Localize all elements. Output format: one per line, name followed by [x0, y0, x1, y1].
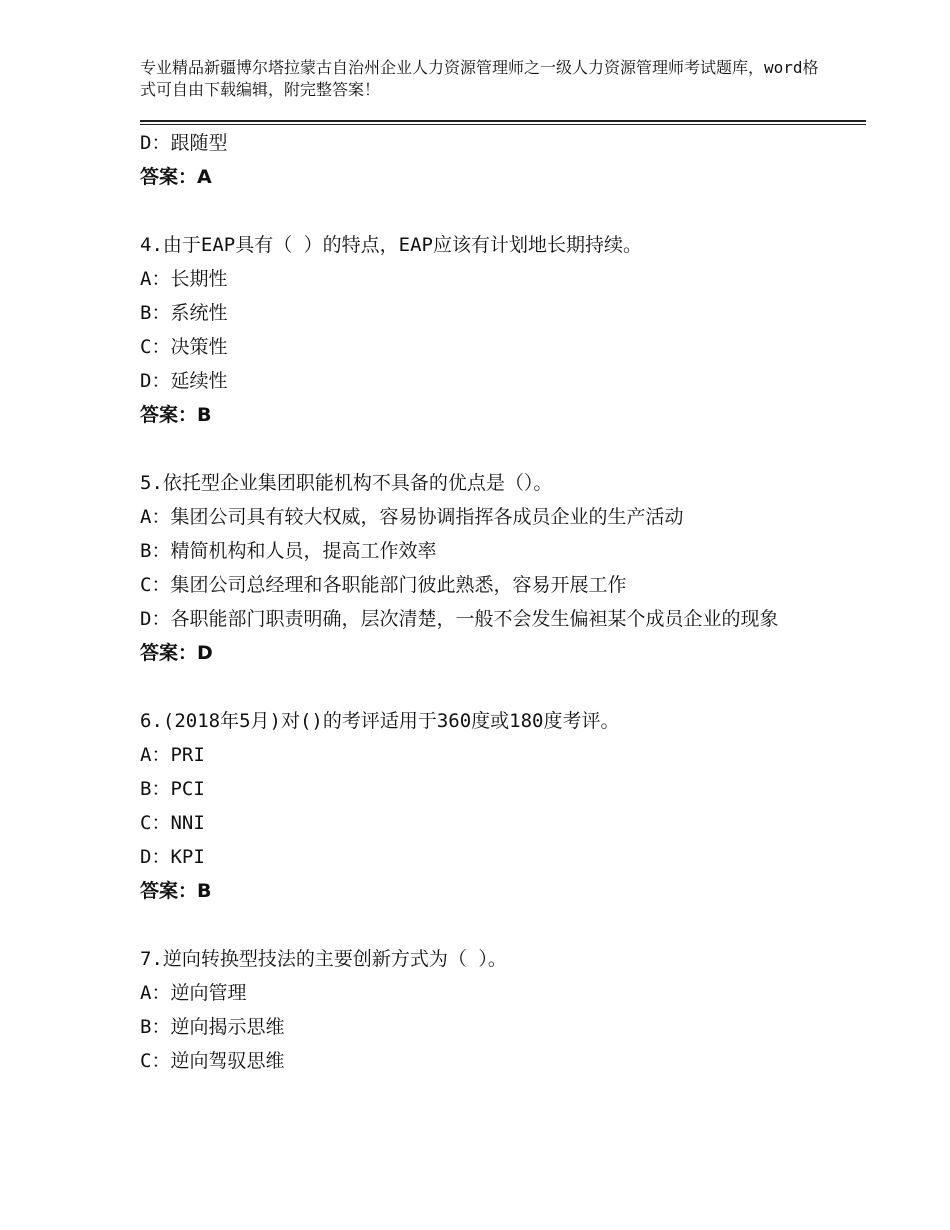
question-stem: 7.逆向转换型技法的主要创新方式为（ ）。	[140, 948, 507, 970]
question-block-5	[140, 466, 820, 670]
option-c: C：逆向驾驭思维	[140, 1050, 285, 1072]
question-block-4	[140, 228, 820, 432]
option-b: B：PCI	[140, 778, 205, 800]
answer-label: 答案：B	[140, 404, 212, 426]
document-header: 专业精品新疆博尔塔拉蒙古自治州企业人力资源管理师之一级人力资源管理师考试题库，word格式可自由下载编辑，附完整答案！	[140, 58, 819, 99]
option-d: D：各职能部门职责明确，层次清楚，一般不会发生偏袒某个成员企业的现象	[140, 608, 779, 630]
option-a: A：PRI	[140, 744, 205, 766]
option-a: A：集团公司具有较大权威，容易协调指挥各成员企业的生产活动	[140, 506, 684, 528]
question-block-7	[140, 942, 820, 1078]
spacer	[140, 432, 820, 466]
option-b: B：系统性	[140, 302, 228, 324]
question-content	[140, 126, 820, 1078]
header-divider-thick	[140, 120, 866, 122]
option-d: D：跟随型	[140, 132, 228, 154]
option-c: C：决策性	[140, 336, 228, 358]
question-block-6	[140, 704, 820, 908]
option-a: A：逆向管理	[140, 982, 247, 1004]
spacer	[140, 908, 820, 942]
option-a: A：长期性	[140, 268, 228, 290]
header-divider-thin	[140, 124, 866, 125]
answer-label: 答案：D	[140, 642, 213, 664]
question-stem: 5.依托型企业集团职能机构不具备的优点是（）。	[140, 472, 553, 494]
option-d: D：KPI	[140, 846, 205, 868]
spacer	[140, 670, 820, 704]
answer-label: 答案：B	[140, 880, 212, 902]
option-d: D：延续性	[140, 370, 228, 392]
option-c: C：NNI	[140, 812, 205, 834]
spacer	[140, 194, 820, 228]
option-b: B：精简机构和人员，提高工作效率	[140, 540, 437, 562]
option-b: B：逆向揭示思维	[140, 1016, 285, 1038]
question-stem: 6.(2018年5月)对()的考评适用于360度或180度考评。	[140, 710, 620, 732]
question-stem: 4.由于EAP具有（ ）的特点，EAP应该有计划地长期持续。	[140, 234, 642, 256]
option-c: C：集团公司总经理和各职能部门彼此熟悉，容易开展工作	[140, 574, 627, 596]
answer-label: 答案：A	[140, 166, 212, 188]
